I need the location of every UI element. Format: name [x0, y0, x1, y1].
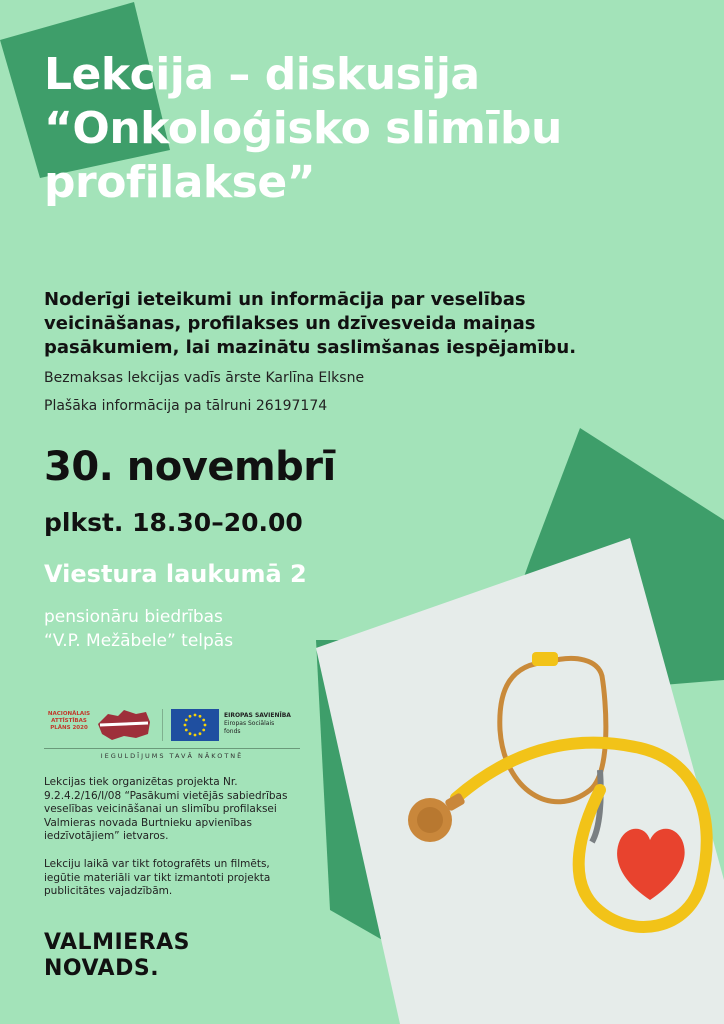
- eu-name: EIROPAS SAVIENĪBA: [224, 712, 291, 719]
- nap-logo-text: [44, 711, 94, 732]
- eu-fund-line-2: fonds: [224, 728, 241, 735]
- funding-slogan: IEGULDĪJUMS TAVĀ NĀKOTNĒ: [100, 752, 244, 760]
- nap-line-2: ATTĪSTĪBAS: [51, 718, 87, 724]
- phone-info-text: Plašāka informācija pa tālruni 26197174: [44, 398, 328, 414]
- venue-line-1: pensionāru biedrības: [44, 607, 223, 627]
- event-address: Viestura laukumā 2: [44, 560, 307, 588]
- logo-divider: [162, 709, 163, 741]
- nap-line-1: NACIONĀLAIS: [47, 711, 91, 717]
- latvia-map-icon: [96, 708, 152, 742]
- title-line-3: profilakse”: [44, 157, 316, 208]
- project-line: Lekcijas tiek organizētas projekta Nr.: [44, 776, 238, 788]
- brand-line-2: NOVADS.: [44, 956, 160, 981]
- project-line: iedzīvotājiem” ietvaros.: [44, 830, 169, 842]
- eu-flag-icon: [171, 709, 219, 741]
- valmieras-novads-logo: [44, 930, 190, 982]
- eu-fund-line-1: Eiropas Sociālais: [224, 720, 275, 727]
- event-time: plkst. 18.30–20.00: [44, 508, 303, 537]
- media-line: iegūtie materiāli var tikt izmantoti projekta: [44, 871, 271, 884]
- logo-rule: [44, 748, 300, 749]
- media-text: [44, 858, 304, 899]
- lecturer-text: Bezmaksas lekcijas vadīs ārste Karlīna Elksne: [44, 370, 365, 386]
- event-date: 30. novembrī: [44, 444, 336, 490]
- event-venue: [44, 605, 324, 653]
- project-text: [44, 776, 304, 844]
- project-line: 9.2.4.2/16/I/08 “Pasākumi vietējās sabiedrības: [44, 789, 288, 802]
- brand-line-1: VALMIERAS: [44, 930, 190, 955]
- media-line: publicitātes vajadzībām.: [44, 885, 173, 897]
- eu-logo-text: [224, 712, 304, 736]
- event-title: [44, 48, 704, 210]
- funding-logos: [44, 702, 300, 764]
- venue-line-2: “V.P. Mežābele” telpās: [44, 631, 234, 651]
- nap-line-3: PLĀNS 2020: [50, 725, 88, 731]
- intro-text: Noderīgi ieteikumi un informācija par veselības veicināšanas, profilakses un dzīvesveida maiņas pasākumiem, lai mazinātu saslimšanas iespējamību.: [44, 289, 577, 358]
- title-line-2: “Onkoloģisko slimību: [44, 103, 562, 154]
- project-line: Valmieras novada Burtnieku apvienības: [44, 816, 252, 829]
- project-line: veselības veicināšanai un slimību profilaksei: [44, 803, 277, 815]
- title-line-1: Lekcija – diskusija: [44, 49, 480, 100]
- media-line: Lekciju laikā var tikt fotografēts un filmēts,: [44, 858, 270, 870]
